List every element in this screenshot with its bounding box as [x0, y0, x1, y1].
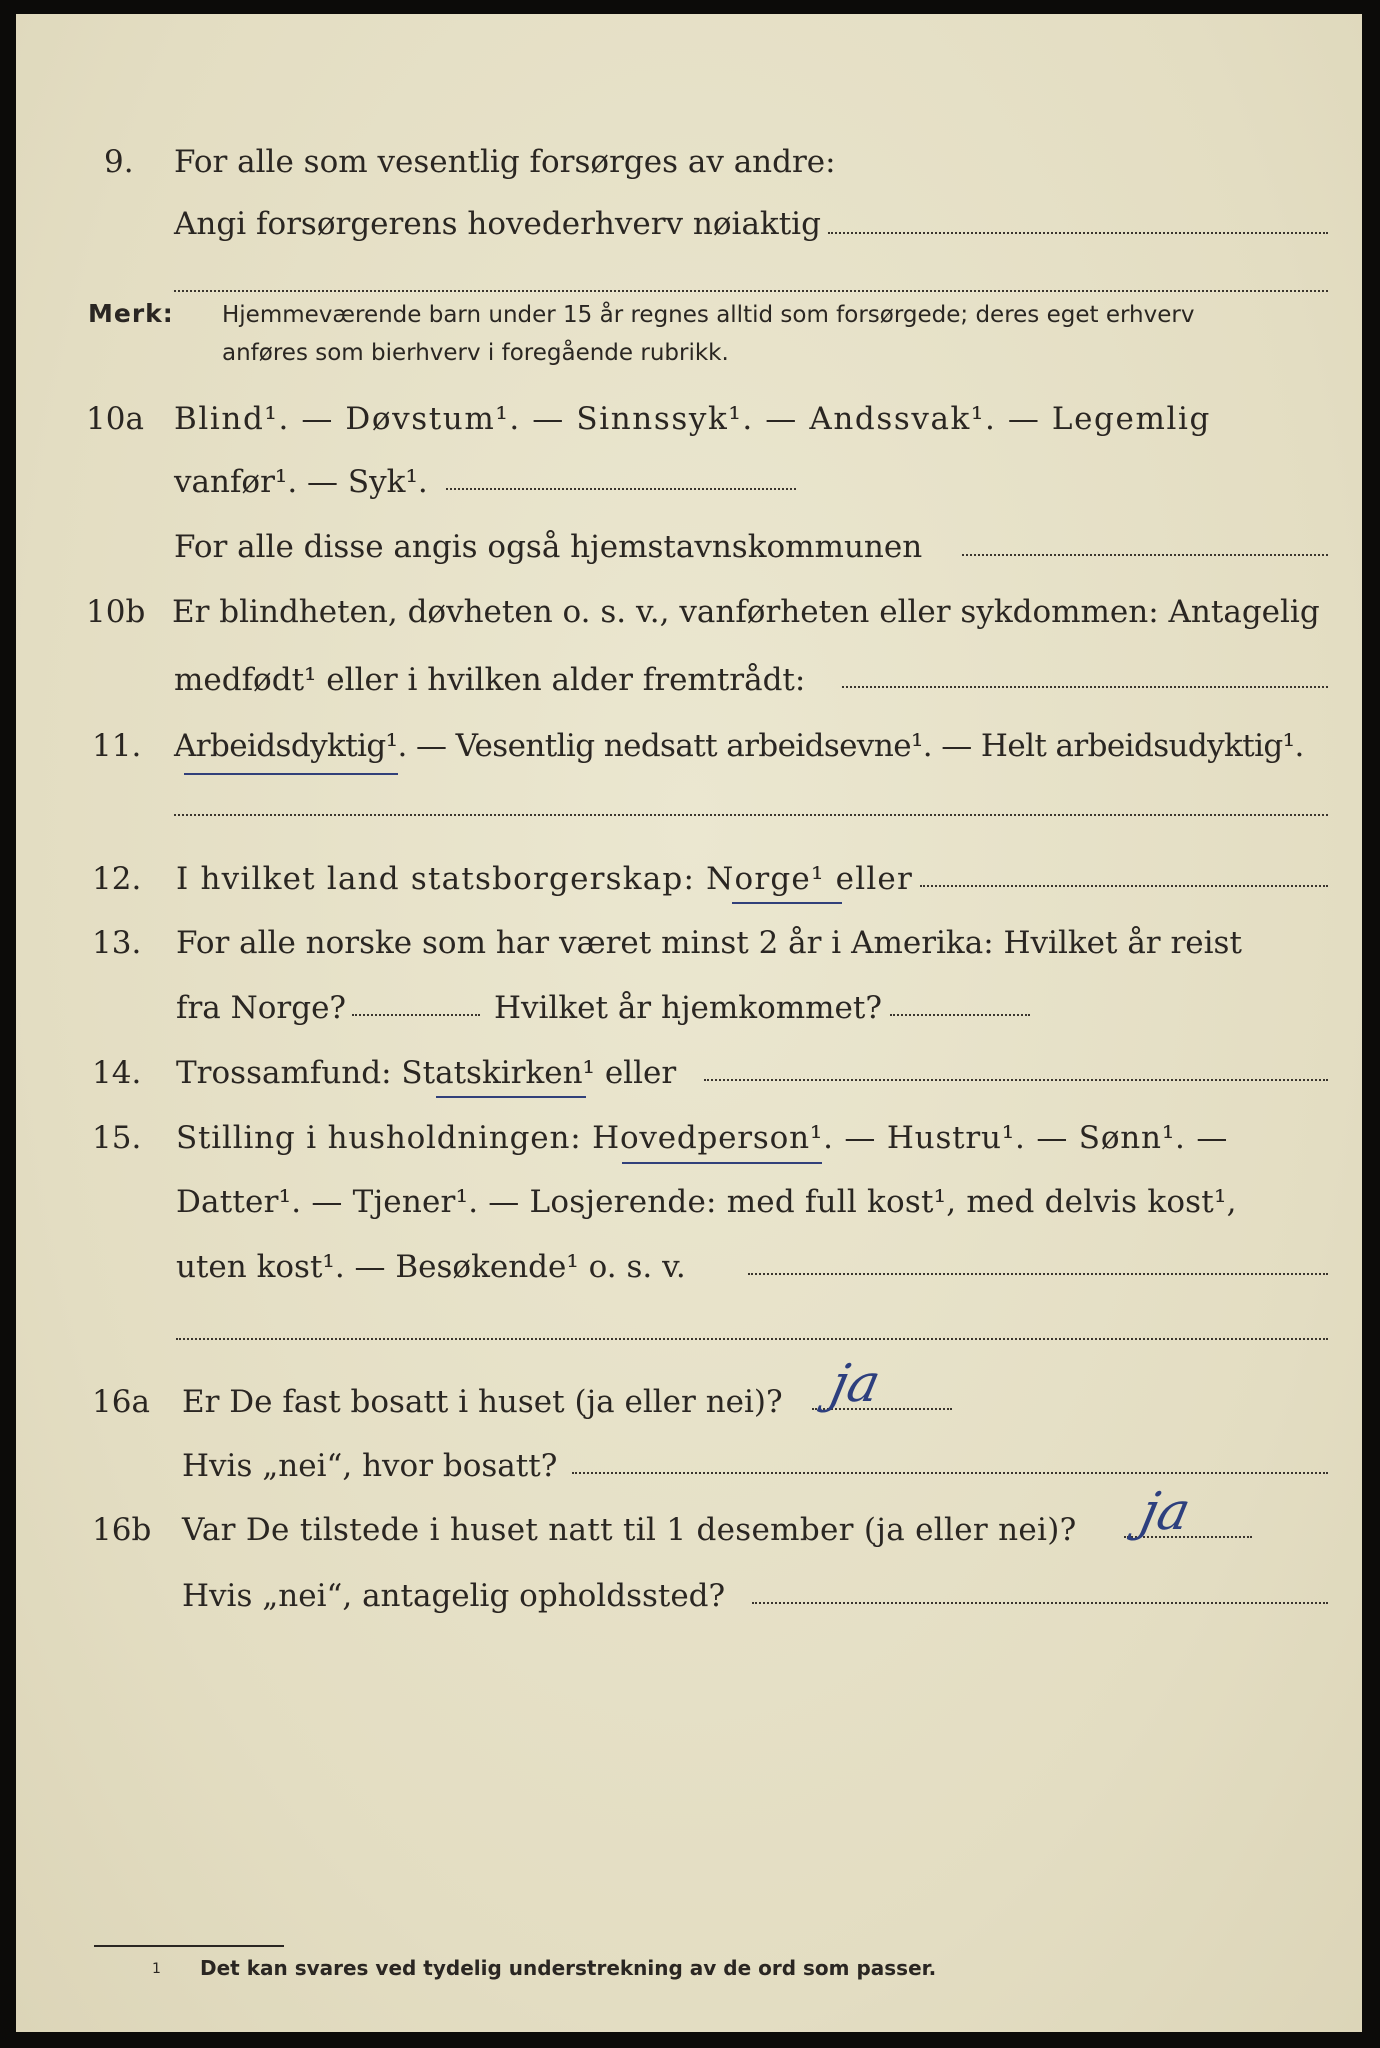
answer-line-13-hjem[interactable] [890, 1014, 1030, 1016]
question-text: For alle norske som har været minst 2 år i Amerika: Hvilket år reist [176, 925, 1242, 961]
question-number: 16a [92, 1384, 150, 1420]
question-number: 11. [92, 728, 142, 764]
note-text: Hjemmeværende barn under 15 år regnes alltid som forsørgede; deres eget erhverv [222, 302, 1195, 328]
answer-line-9b[interactable] [174, 290, 1328, 292]
answer-line-16b-opholdssted[interactable] [752, 1602, 1328, 1604]
question-text: vanfør¹. — Syk¹. [174, 464, 428, 500]
question-text: Trossamfund: Statskirken¹ eller [176, 1055, 677, 1091]
question-number: 9. [104, 144, 134, 180]
question-text: Blind¹. — Døvstum¹. — Sinnssyk¹. — Andssvak¹. — Legemlig [174, 401, 1211, 437]
answer-line-15[interactable] [748, 1273, 1328, 1275]
footnote-text: Det kan svares ved tydelig understrekning av de ord som passer. [200, 1956, 937, 1980]
answer-line-12[interactable] [920, 885, 1328, 887]
note-text: anføres som bierhverv i foregående rubrikk. [222, 340, 729, 366]
question-number: 13. [92, 925, 142, 961]
handwritten-underline [184, 773, 398, 775]
footnote-rule [94, 1945, 284, 1947]
question-text: Er De fast bosatt i huset (ja eller nei)? [182, 1384, 783, 1420]
handwritten-underline [732, 902, 842, 904]
question-number: 16b [92, 1512, 152, 1548]
handwritten-answer: ja [1135, 1482, 1196, 1542]
answer-line-10b[interactable] [842, 686, 1328, 688]
question-text: Hvis „nei“, antagelig opholdssted? [182, 1578, 726, 1614]
question-text: Datter¹. — Tjener¹. — Losjerende: med full kost¹, med delvis kost¹, [176, 1184, 1237, 1220]
answer-line-15b[interactable] [176, 1338, 1328, 1340]
question-text: Arbeidsdyktig¹. — Vesentlig nedsatt arbeidsevne¹. — Helt arbeidsudyktig¹. [174, 728, 1304, 764]
question-number: 12. [92, 861, 142, 897]
answer-line-14[interactable] [704, 1079, 1328, 1081]
question-text: For alle disse angis også hjemstavnskommunen [174, 529, 923, 565]
question-text: Hvilket år hjemkommet? [494, 990, 882, 1026]
question-text: fra Norge? [176, 990, 347, 1026]
footnote-mark: 1 [152, 1961, 161, 1977]
answer-line-10a-kommune[interactable] [962, 554, 1328, 556]
answer-line-10a[interactable] [446, 488, 796, 490]
question-text: For alle som vesentlig forsørges av andre: [174, 144, 836, 180]
question-text: I hvilket land statsborgerskap: Norge¹ eller [176, 861, 913, 897]
question-number: 10b [86, 594, 146, 630]
question-text: Var De tilstede i huset natt til 1 desember (ja eller nei)? [182, 1512, 1077, 1548]
note-label: Merk: [88, 299, 174, 328]
handwritten-underline [622, 1162, 822, 1164]
question-text: medfødt¹ eller i hvilken alder fremtrådt: [174, 662, 806, 698]
question-text: Er blindheten, døvheten o. s. v., vanførheten eller sykdommen: Antagelig [172, 594, 1320, 630]
handwritten-answer: ja [825, 1354, 886, 1414]
answer-line-16a-bosatt[interactable] [572, 1472, 1328, 1474]
form-page [16, 14, 1362, 2032]
question-text: Stilling i husholdningen: Hovedperson¹. — Hustru¹. — Sønn¹. — [176, 1120, 1229, 1156]
answer-line-11[interactable] [174, 814, 1328, 816]
question-text: Hvis „nei“, hvor bosatt? [182, 1448, 558, 1484]
handwritten-underline [436, 1096, 586, 1098]
question-number: 10a [86, 401, 144, 437]
answer-line-13-reist[interactable] [352, 1014, 480, 1016]
question-number: 15. [92, 1120, 142, 1156]
question-text: uten kost¹. — Besøkende¹ o. s. v. [176, 1249, 686, 1285]
answer-line-9[interactable] [828, 232, 1328, 234]
question-number: 14. [92, 1055, 142, 1091]
question-text: Angi forsørgerens hovederhverv nøiaktig [174, 206, 821, 242]
